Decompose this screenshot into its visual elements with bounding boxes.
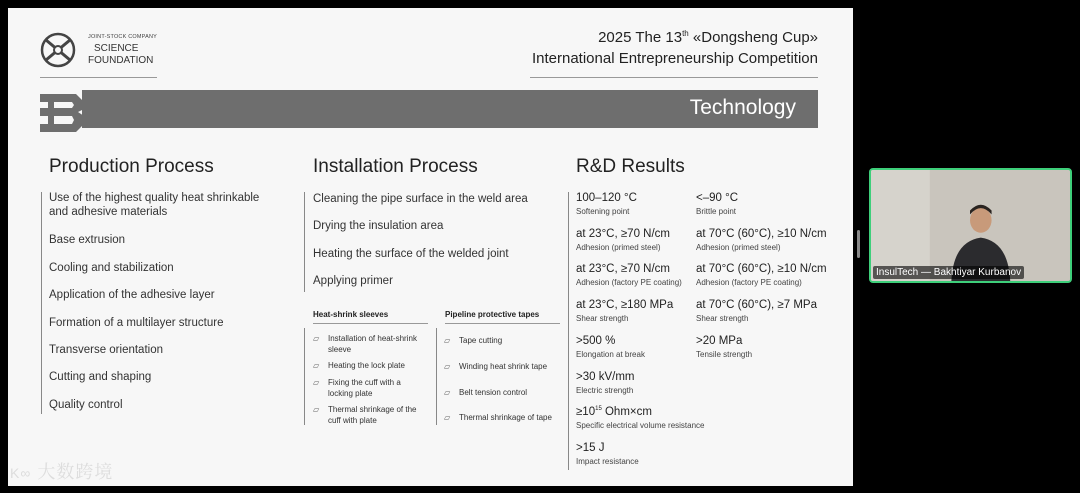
participant-video-frame <box>871 170 1070 281</box>
installation-item: Applying primer <box>313 275 393 287</box>
sleeve-step: ▱ Heating the lock plate <box>313 361 405 370</box>
panel-resize-handle[interactable] <box>857 230 860 258</box>
pencil-icon: ▱ <box>444 413 451 422</box>
rd-label: Specific electrical volume resistance <box>576 421 705 430</box>
pencil-icon: ▱ <box>444 388 451 397</box>
rd-value: at 70°C (60°C), ≥10 N/cm <box>696 228 827 240</box>
rd-value: at 23°C, ≥70 N/cm <box>576 263 670 275</box>
installation-heading: Installation Process <box>313 156 478 177</box>
rd-value: >30 kV/mm <box>576 371 635 383</box>
rd-value: at 23°C, ≥180 MPa <box>576 299 674 311</box>
production-heading: Production Process <box>49 156 214 177</box>
logo-line-2: SCIENCE <box>94 43 139 54</box>
section-banner <box>82 90 818 128</box>
production-item: Formation of a multilayer structure <box>49 317 224 329</box>
watermark <box>10 458 113 484</box>
installation-rule <box>304 192 305 292</box>
tapes-underline <box>445 323 560 324</box>
rd-label: Electric strength <box>576 386 634 395</box>
rd-heading: R&D Results <box>576 156 685 177</box>
tapes-heading: Pipeline protective tapes <box>445 310 540 319</box>
rd-value: >15 J <box>576 442 605 454</box>
production-rule <box>41 192 42 414</box>
production-item: Quality control <box>49 399 123 411</box>
tape-step: ▱ Thermal shrinkage of tape <box>444 413 552 422</box>
rd-value: >500 % <box>576 335 616 347</box>
rd-value: >20 MPa <box>696 335 743 347</box>
pencil-icon: ▱ <box>313 378 320 387</box>
rd-label: Adhesion (primed steel) <box>696 243 781 252</box>
rd-value: at 70°C (60°C), ≥7 MPa <box>696 299 817 311</box>
rd-value: <–90 °C <box>696 192 739 204</box>
rd-label: Elongation at break <box>576 350 645 359</box>
sleeve-step: ▱ Thermal shrinkage of the cuff with plate <box>313 405 417 425</box>
participant-name: InsulTech — Bakhtiyar Kurbanov <box>873 266 1024 279</box>
production-item: Use of the highest quality heat shrinkable and adhesive materials <box>49 192 260 218</box>
rd-label: Tensile strength <box>696 350 753 359</box>
rd-value: at 23°C, ≥70 N/cm <box>576 228 670 240</box>
rd-label: Softening point <box>576 207 630 216</box>
logo-line-1: JOINT-STOCK COMPANY <box>88 34 157 40</box>
production-item: Cutting and shaping <box>49 371 152 383</box>
rd-label: Brittle point <box>696 207 737 216</box>
watermark-text: 大数跨境 <box>37 462 114 482</box>
installation-item: Heating the surface of the welded joint <box>313 248 509 260</box>
rd-label: Shear strength <box>576 314 629 323</box>
rd-value: at 70°C (60°C), ≥10 N/cm <box>696 263 827 275</box>
sleeves-heading: Heat-shrink sleeves <box>313 310 389 319</box>
production-item: Application of the adhesive layer <box>49 289 215 301</box>
tape-step: ▱ Tape cutting <box>444 336 503 345</box>
foundation-emblem-icon <box>38 30 82 72</box>
rd-value: $\ge 10^{15}$ Ohm×cm <box>576 406 652 418</box>
rd-label: Adhesion (primed steel) <box>576 243 661 252</box>
sleeves-underline <box>313 323 428 324</box>
watermark-logo: K∞ <box>10 465 32 481</box>
logo-line-3: FOUNDATION <box>88 55 154 66</box>
logo-divider <box>40 77 157 78</box>
installation-item: Cleaning the pipe surface in the weld area <box>313 193 528 205</box>
rd-value: 100–120 °C <box>576 192 637 204</box>
sleeve-step: ▱ Installation of heat-shrink sleeve <box>313 334 417 354</box>
rd-label: Impact resistance <box>576 457 639 466</box>
company-b-logo-icon <box>38 90 86 134</box>
pencil-icon: ▱ <box>313 405 320 414</box>
rd-label: Adhesion (factory PE coating) <box>696 278 802 287</box>
slide-title-line-1: 2025 The 13th «Dongsheng Cup» <box>598 29 818 46</box>
sleeve-step: ▱ Fixing the cuff with a locking plate <box>313 378 401 398</box>
banner-title: Technology <box>689 96 796 119</box>
tape-step: ▱ Winding heat shrink tape <box>444 362 548 371</box>
rd-label: Adhesion (factory PE coating) <box>576 278 682 287</box>
rd-label: Shear strength <box>696 314 749 323</box>
presentation-slide <box>8 8 853 486</box>
installation-item: Drying the insulation area <box>313 220 444 232</box>
tapes-rule <box>436 328 437 425</box>
pencil-icon: ▱ <box>444 336 451 345</box>
tape-step: ▱ Belt tension control <box>444 388 528 397</box>
science-foundation-logo <box>38 30 163 72</box>
pencil-icon: ▱ <box>444 362 451 371</box>
production-item: Base extrusion <box>49 234 126 246</box>
title-divider <box>530 77 818 78</box>
production-item: Transverse orientation <box>49 344 163 356</box>
pencil-icon: ▱ <box>313 361 320 370</box>
production-item: Cooling and stabilization <box>49 262 174 274</box>
pencil-icon: ▱ <box>313 334 320 343</box>
rd-rule <box>568 192 569 470</box>
participant-video-tile[interactable] <box>869 168 1072 283</box>
slide-title-line-2: International Entrepreneurship Competition <box>531 50 818 67</box>
sleeves-rule <box>304 328 305 425</box>
